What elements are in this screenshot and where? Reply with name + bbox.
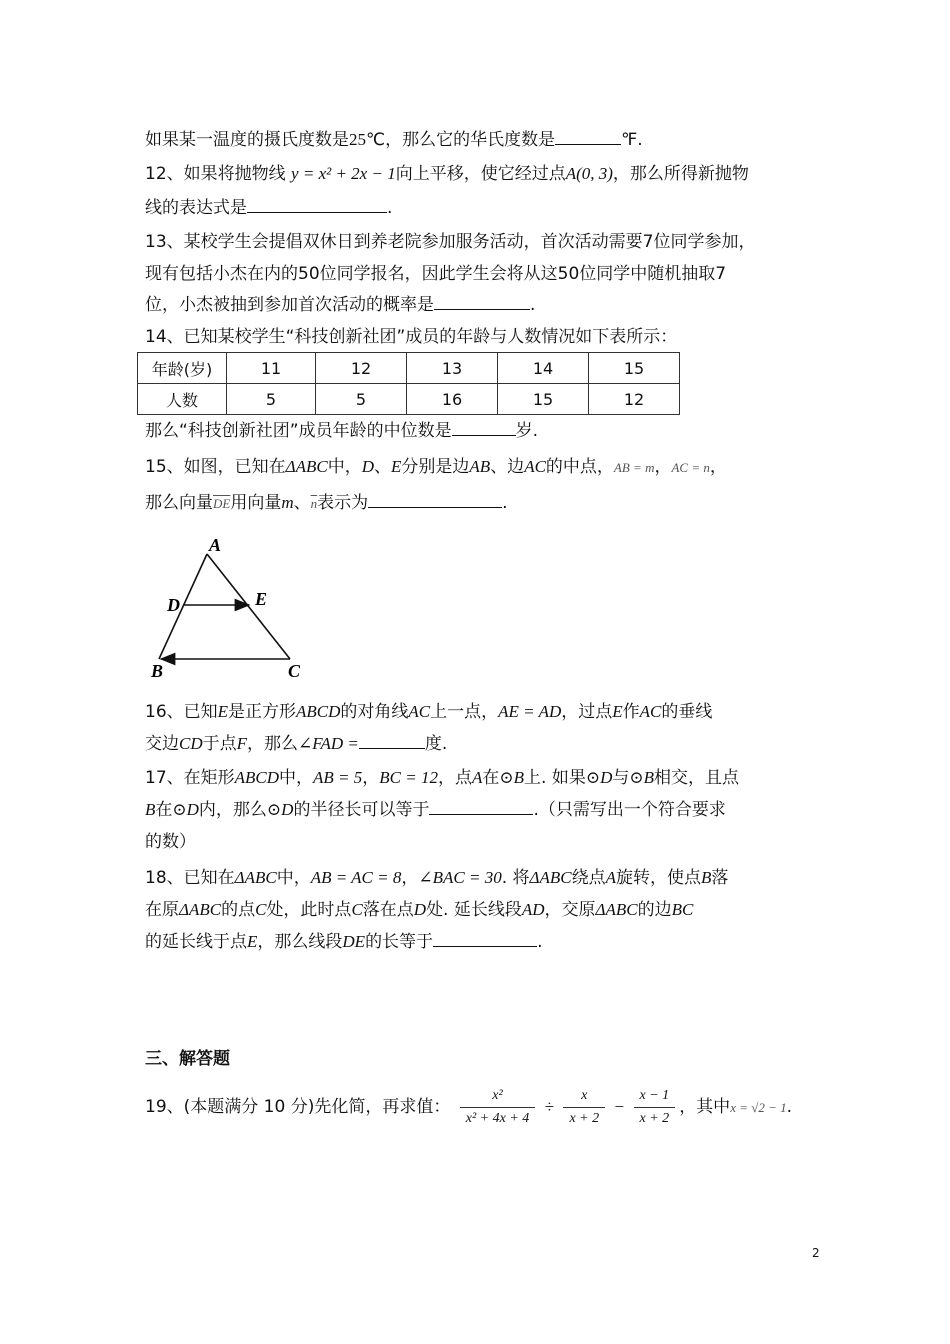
q12-line-1 bbox=[145, 162, 749, 186]
q12-expression: y = x² + 2x − 1 bbox=[291, 164, 396, 183]
table-row bbox=[138, 353, 680, 384]
fraction-2-num: x bbox=[581, 1088, 588, 1103]
q17-answer-blank[interactable] bbox=[429, 798, 533, 815]
q17-text: ， bbox=[362, 768, 380, 788]
fraction-2-den: x + 2 bbox=[563, 1107, 605, 1130]
q14-text: 那么“科技创新社团”成员年龄的中位数是 bbox=[145, 421, 452, 441]
triangle-figure bbox=[145, 532, 315, 682]
q18-period: . bbox=[537, 932, 543, 952]
q19-line bbox=[145, 1082, 792, 1133]
q17-circle: ⊙B bbox=[629, 768, 654, 787]
q12-answer-blank[interactable] bbox=[247, 196, 387, 213]
table-cell: 15 bbox=[498, 384, 589, 415]
q13-line-3 bbox=[145, 293, 535, 317]
q18-text: 的延长线于点 bbox=[145, 932, 247, 952]
q18-text: 旋转，使点 bbox=[616, 868, 701, 888]
q17-text: 相交，且点 bbox=[654, 768, 739, 788]
label-a: A bbox=[209, 535, 222, 555]
q15-vector-de: $\overline{DE}$ bbox=[213, 496, 231, 511]
q15-text: ， bbox=[654, 457, 672, 477]
q16-text: 是正方形 bbox=[228, 702, 297, 722]
q15-answer-blank[interactable] bbox=[368, 491, 502, 508]
q15-vector-eq: AC = n bbox=[671, 460, 710, 475]
q16-text: 上一点， bbox=[430, 702, 499, 722]
q16-segment: CD bbox=[179, 734, 203, 753]
q14-line-2 bbox=[145, 419, 538, 443]
fraction-1 bbox=[460, 1085, 536, 1130]
table-cell: 12 bbox=[316, 353, 407, 384]
q18-text: 18、已知在 bbox=[145, 868, 235, 888]
q18-text: ，那么线段 bbox=[257, 932, 343, 952]
q16-point: E bbox=[612, 702, 623, 721]
q17-text: .（只需写出一个符合要求 bbox=[533, 800, 726, 820]
q16-text: ，过点 bbox=[561, 702, 613, 722]
q16-unit: 度. bbox=[424, 734, 448, 754]
q17-circle: ⊙D bbox=[266, 800, 294, 819]
q17-circle: ⊙D bbox=[585, 768, 613, 787]
label-d: D bbox=[167, 595, 180, 615]
q15-vector-eq: AB = m bbox=[613, 460, 655, 475]
q15-vector-n: $\overline{n}$ bbox=[310, 496, 318, 511]
q18-point: C bbox=[351, 900, 363, 919]
q18-text: 的长等于 bbox=[365, 932, 434, 952]
q16-text: 的对角线 bbox=[340, 702, 409, 722]
q15-text: 表示为 bbox=[317, 493, 369, 513]
q12-text: 12、如果将抛物线 bbox=[145, 164, 286, 184]
q11-answer-blank[interactable] bbox=[555, 128, 621, 145]
q17-line-2 bbox=[145, 798, 726, 822]
q15-text: 分别是边 bbox=[401, 457, 470, 477]
q15-point: D bbox=[361, 457, 375, 476]
q15-text: 、边 bbox=[490, 457, 525, 477]
q15-line-2 bbox=[145, 491, 508, 516]
q12-period: . bbox=[387, 198, 393, 218]
q17-circle: ⊙B bbox=[499, 768, 525, 787]
q11-text-2: ，那么它的华氏度数是 bbox=[385, 130, 556, 150]
table-cell: 14 bbox=[498, 353, 589, 384]
q18-text: 处. 延长线段 bbox=[426, 900, 522, 920]
q18-triangle: ΔABC bbox=[529, 868, 572, 887]
q17-equation: BC = 12 bbox=[379, 768, 438, 787]
side-ac bbox=[207, 554, 290, 659]
q15-text: 的中点， bbox=[545, 457, 614, 477]
q16-point: F bbox=[236, 734, 248, 753]
q18-angle: ∠BAC = 30 bbox=[418, 868, 502, 887]
table-cell: 5 bbox=[316, 384, 407, 415]
q16-angle: ∠FAD = bbox=[298, 734, 359, 753]
fraction-2 bbox=[563, 1085, 605, 1130]
q18-text: 的点 bbox=[221, 900, 256, 920]
q18-text: 的边 bbox=[637, 900, 672, 920]
q17-text: ，点 bbox=[437, 768, 472, 788]
q17-text: 上. 如果 bbox=[524, 768, 586, 788]
q18-segment: BC bbox=[671, 900, 694, 919]
q19-condition: x = √2 − 1 bbox=[730, 1100, 787, 1115]
q18-point: C bbox=[255, 900, 267, 919]
label-e: E bbox=[255, 589, 268, 609]
q18-triangle: ΔABC bbox=[595, 900, 638, 919]
q15-point: E bbox=[391, 457, 402, 476]
page-number: 2 bbox=[812, 1246, 820, 1260]
fraction-3-num: x − 1 bbox=[639, 1088, 670, 1103]
q18-answer-blank[interactable] bbox=[433, 930, 537, 947]
q13-line-1: 13、某校学生会提倡双休日到养老院参加服务活动，首次活动需要7位同学参加， bbox=[145, 232, 756, 252]
table-cell: 12 bbox=[589, 384, 680, 415]
q16-text: 作 bbox=[622, 702, 640, 722]
q14-line-1: 14、已知某校学生“科技创新社团”成员的年龄与人数情况如下表所示： bbox=[145, 327, 678, 347]
q11-text: 如果某一温度的摄氏度数是 bbox=[145, 130, 349, 150]
q17-equation: AB = 5 bbox=[313, 768, 363, 787]
q16-text: 于点 bbox=[202, 734, 237, 754]
q17-text: 中， bbox=[279, 768, 314, 788]
table-cell: 16 bbox=[407, 384, 498, 415]
q18-text: ，交原 bbox=[544, 900, 596, 920]
table-header-age: 年龄(岁) bbox=[138, 353, 227, 384]
q15-line-1 bbox=[145, 455, 727, 480]
q18-line-2 bbox=[145, 898, 693, 922]
age-table bbox=[137, 352, 680, 415]
q13-text: 位，小杰被抽到参加首次活动的概率是 bbox=[145, 295, 434, 315]
q16-square: ABCD bbox=[296, 702, 341, 721]
q18-triangle: ΔABC bbox=[179, 900, 222, 919]
q18-text: 落在点 bbox=[362, 900, 414, 920]
q18-segment: AD bbox=[521, 900, 545, 919]
q15-segment: AC bbox=[524, 457, 546, 476]
q12-line-2 bbox=[145, 196, 392, 220]
q17-text: 的半径长可以等于 bbox=[293, 800, 430, 820]
q18-point: E bbox=[247, 932, 258, 951]
q18-text: . 将 bbox=[501, 868, 530, 888]
q19-period: . bbox=[786, 1097, 793, 1117]
q13-line-2: 现有包括小杰在内的50位同学报名，因此学生会将从这50位同学中随机抽取7 bbox=[145, 264, 727, 284]
q18-text: 绕点 bbox=[571, 868, 606, 888]
q13-period: . bbox=[530, 295, 536, 315]
q16-text: 交边 bbox=[145, 734, 179, 754]
q12-text-2: 向上平移，使它经过点 bbox=[395, 164, 566, 184]
q15-text: ， bbox=[709, 457, 727, 477]
label-b: B bbox=[151, 661, 164, 681]
q16-point: E bbox=[217, 702, 229, 721]
q17-text: 在 bbox=[155, 800, 173, 820]
q11-unit-f: ℉. bbox=[621, 130, 643, 150]
fraction-3-den: x + 2 bbox=[634, 1107, 676, 1130]
q17-circle: ⊙D bbox=[172, 800, 199, 819]
section-heading: 三、解答题 bbox=[145, 1049, 230, 1069]
q18-text: 中， bbox=[276, 868, 311, 888]
divide-sign: ÷ bbox=[544, 1097, 555, 1116]
q12-point: A(0, 3) bbox=[565, 164, 613, 183]
table-cell: 15 bbox=[589, 353, 680, 384]
q18-equation: AB = AC = 8 bbox=[310, 868, 402, 887]
q16-segment: AC bbox=[639, 702, 662, 721]
q18-segment: DE bbox=[342, 932, 366, 951]
q17-point: B bbox=[145, 800, 156, 819]
q16-text: 16、已知 bbox=[145, 702, 218, 722]
label-c: C bbox=[288, 661, 301, 681]
q19-text: ，其中 bbox=[679, 1097, 731, 1117]
q15-text: 中， bbox=[327, 457, 362, 477]
q12-text-4: 线的表达式是 bbox=[145, 198, 247, 218]
q16-answer-blank[interactable] bbox=[359, 732, 425, 749]
q18-text: 处，此时点 bbox=[266, 900, 352, 920]
q18-line-1 bbox=[145, 866, 728, 890]
q13-answer-blank[interactable] bbox=[434, 293, 530, 310]
fraction-1-den: x² + 4x + 4 bbox=[460, 1107, 536, 1130]
q15-segment: AB bbox=[469, 457, 491, 476]
q17-line-3: 的数） bbox=[145, 832, 196, 852]
q16-text: 的垂线 bbox=[661, 702, 713, 722]
q12-text-3: ，那么所得新抛物 bbox=[612, 164, 749, 184]
q15-vector-m: m bbox=[281, 493, 294, 512]
q15-text: 用向量 bbox=[230, 493, 282, 513]
q11-value: 25 bbox=[349, 130, 366, 149]
q18-point: B bbox=[701, 868, 712, 887]
q17-text: 在 bbox=[482, 768, 500, 788]
q18-text: 落 bbox=[711, 868, 729, 888]
q16-text: ，那么 bbox=[247, 734, 299, 754]
q15-text: 、 bbox=[293, 493, 311, 513]
q14-answer-blank[interactable] bbox=[452, 419, 516, 436]
q11-unit: ℃ bbox=[366, 130, 386, 150]
q17-rect: ABCD bbox=[234, 768, 280, 787]
q16-equation: AE = AD bbox=[498, 702, 562, 721]
table-header-count: 人数 bbox=[138, 384, 227, 415]
q17-point: A bbox=[471, 768, 483, 787]
table-cell: 11 bbox=[227, 353, 316, 384]
q18-point: A bbox=[605, 868, 616, 887]
q17-text: 与 bbox=[612, 768, 630, 788]
q18-triangle: ΔABC bbox=[234, 868, 277, 887]
fraction-3 bbox=[634, 1085, 676, 1130]
table-cell: 13 bbox=[407, 353, 498, 384]
q18-point: D bbox=[413, 900, 427, 919]
q15-text: 那么向量 bbox=[145, 493, 213, 513]
q17-text: 内，那么 bbox=[198, 800, 267, 820]
q17-text: 17、在矩形 bbox=[145, 768, 235, 788]
q15-period: . bbox=[502, 493, 508, 513]
q17-line-1 bbox=[145, 766, 739, 790]
q15-text: 15、如图，已知在 bbox=[145, 457, 286, 477]
q16-line-1 bbox=[145, 700, 712, 724]
q14-unit: 岁. bbox=[515, 421, 539, 441]
q18-line-3 bbox=[145, 930, 542, 954]
table-row bbox=[138, 384, 680, 415]
q18-text: 在原 bbox=[145, 900, 179, 920]
q11-line bbox=[145, 128, 643, 152]
q15-text: 、 bbox=[374, 457, 392, 477]
q15-triangle: ΔABC bbox=[285, 457, 328, 476]
fraction-1-num: x² bbox=[492, 1088, 503, 1103]
minus-sign: − bbox=[614, 1097, 625, 1116]
q16-segment: AC bbox=[408, 702, 431, 721]
table-cell: 5 bbox=[227, 384, 316, 415]
q16-line-2 bbox=[145, 732, 447, 756]
q19-text: 19、(本题满分 10 分)先化简，再求值： bbox=[145, 1097, 451, 1117]
q18-text: ， bbox=[401, 868, 419, 888]
